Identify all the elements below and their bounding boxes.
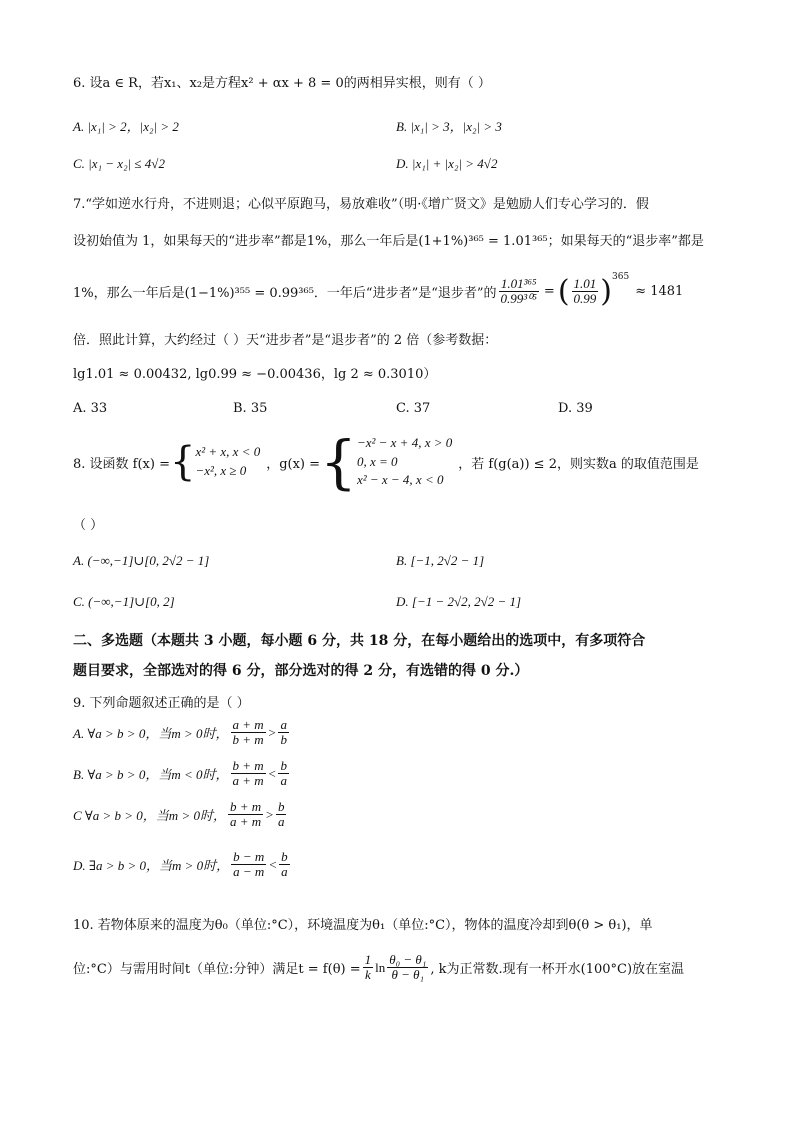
q9-b-fraction-left bbox=[231, 759, 266, 789]
q9-b-den-left: a + m bbox=[232, 773, 264, 789]
q7-line-3 bbox=[73, 274, 683, 309]
q9-d-operator: < bbox=[268, 856, 278, 872]
q7-ratio-denominator: 0.99³⁰⁵ bbox=[500, 291, 537, 306]
q9-a-num-right: a bbox=[280, 717, 287, 732]
q9-d-den-left: a − m bbox=[233, 864, 265, 880]
q6-option-b: B. |x₁| > 3，|x₂| > 3 bbox=[396, 119, 502, 134]
q10-reciprocal-num: 1 bbox=[364, 952, 372, 967]
q7-exponent: 365 bbox=[612, 272, 630, 282]
q7-ratio-fraction bbox=[499, 277, 539, 307]
q8-option-c: C. (−∞,−1]∪[0, 2] bbox=[73, 594, 175, 609]
q9-a-den-right: b bbox=[280, 732, 287, 748]
q10-ln: ln bbox=[375, 959, 386, 975]
q6-option-c: C. |x₁ − x₂| ≤ 4√2 bbox=[73, 156, 165, 171]
q9-a-prefix: A. ∀a > b > 0，当m > 0时， bbox=[73, 726, 229, 742]
q8-option-d: D. [−1 − 2√2, 2√2 − 1] bbox=[396, 594, 522, 609]
q9-option-a bbox=[73, 718, 291, 748]
q7-line-2: 设初始值为 1，如果每天的“进步率”都是1%，那么一年后是(1+1%)³⁶⁵ = 1.01³⁶⁵；如果每天的“退步率”都是 bbox=[73, 234, 704, 249]
q7-base-numerator: 1.01 bbox=[573, 275, 597, 291]
q8-g-brace: { bbox=[320, 428, 357, 496]
q8-mid: ，g(x) = bbox=[266, 456, 321, 472]
q8-option-a: A. (−∞,−1]∪[0, 2√2 − 1] bbox=[73, 553, 210, 568]
q9-option-b bbox=[73, 759, 291, 789]
q7-option-d: D. 39 bbox=[558, 401, 593, 416]
q9-a-den-left: b + m bbox=[232, 732, 264, 748]
q9-a-fraction-left bbox=[231, 718, 266, 748]
q9-stem: 9. 下列命题叙述正确的是（ ） bbox=[73, 696, 250, 711]
q9-c-prefix: C ∀a > b > 0，当m > 0时， bbox=[73, 808, 226, 824]
q9-d-num-right: b bbox=[281, 849, 288, 864]
q9-b-num-right: b bbox=[280, 758, 287, 773]
q7-option-b: B. 35 bbox=[233, 401, 268, 416]
q8-suffix: ，若 f(g(a)) ≤ 2，则实数a 的取值范围是 bbox=[458, 456, 699, 472]
q9-d-fraction-right bbox=[279, 850, 290, 880]
q7-base-fraction bbox=[572, 277, 599, 307]
q7-line-1: 7.“学如逆水行舟，不进则退；心似平原跑马，易放难收”（明·《增广贤文》是勉励人们专心学习的．假 bbox=[73, 197, 649, 212]
q10-reciprocal-den: k bbox=[364, 967, 371, 983]
q10-line-2-text: 位:°C）与需用时间t（单位:分钟）满足t = f(θ) = bbox=[73, 962, 361, 978]
q9-c-num-right: b bbox=[277, 799, 285, 814]
q9-d-den-right: a bbox=[281, 864, 288, 880]
q8-g-cases bbox=[357, 434, 452, 491]
q9-a-num-left: a + m bbox=[232, 717, 264, 732]
q7-line-4: 倍．照此计算，大约经过（ ）天“进步者”是“退步者”的 2 倍（参考数据： bbox=[73, 333, 498, 348]
q9-c-fraction-left bbox=[228, 800, 263, 830]
q9-b-den-right: a bbox=[280, 773, 287, 789]
q6-option-a: A. |x₁| > 2，|x₂| > 2 bbox=[73, 119, 179, 134]
q8-f-case-1: x² + x, x < 0 bbox=[195, 444, 261, 460]
q8-f-case-2: −x², x ≥ 0 bbox=[195, 463, 247, 478]
q7-ratio-numerator: 1.01³⁶⁵ bbox=[500, 275, 537, 291]
q9-option-d bbox=[73, 850, 292, 880]
q8-f-cases bbox=[195, 443, 260, 481]
q9-c-operator: > bbox=[265, 806, 274, 822]
q8-prefix: 8. 设函数 f(x) = bbox=[73, 456, 170, 472]
q9-d-fraction-left bbox=[231, 850, 266, 880]
q9-option-c bbox=[73, 800, 288, 830]
q10-temperature-den: θ − θ₁ bbox=[391, 967, 425, 983]
q9-d-prefix: D. ∃a > b > 0，当m > 0时， bbox=[73, 858, 230, 874]
q8-g-case-1: −x² − x + 4, x > 0 bbox=[356, 434, 453, 450]
q7-line-3-text: 1%，那么一年后是(1−1%)³⁵⁵ = 0.99³⁶⁵．一年后“进步者”是“退步者”的 bbox=[73, 286, 497, 301]
q7-reference-data: lg1.01 ≈ 0.00432, lg0.99 ≈ −0.00436，lg 2 ≈ 0.3010） bbox=[73, 367, 437, 382]
q10-reciprocal-fraction bbox=[363, 953, 374, 983]
q10-line-1: 10. 若物体原来的温度为θ₀（单位:°C），环境温度为θ₁（单位:°C），物体的温度冷却到θ(θ > θ₁)，单 bbox=[73, 918, 653, 933]
q10-temperature-fraction bbox=[387, 953, 428, 983]
q7-option-c: C. 37 bbox=[396, 401, 431, 416]
q9-a-operator: > bbox=[267, 724, 277, 740]
q9-c-fraction-right bbox=[276, 800, 287, 830]
q10-line-2-suffix: , k为正常数.现有一杯开水(100°C)放在室温 bbox=[430, 962, 685, 978]
q9-b-prefix: B. ∀a > b > 0，当m < 0时， bbox=[73, 767, 229, 783]
q9-c-den-right: a bbox=[277, 814, 285, 830]
section-2-heading-line-1: 二、多选题（本题共 3 小题，每小题 6 分，共 18 分，在每小题给出的选项中，有多项符合 bbox=[73, 633, 646, 649]
q9-d-num-left: b − m bbox=[233, 849, 265, 864]
q8-g-case-3: x² − x − 4, x < 0 bbox=[356, 472, 444, 488]
q7-option-a: A. 33 bbox=[73, 401, 108, 416]
q9-b-num-left: b + m bbox=[232, 758, 264, 773]
section-2-heading-line-2: 题目要求，全部选对的得 6 分，部分选对的得 2 分，有选错的得 0 分.） bbox=[73, 663, 529, 679]
q10-line-2 bbox=[73, 953, 684, 983]
q8-f-brace: { bbox=[169, 439, 196, 485]
q6-stem: 6. 设a ∈ R，若x₁、x₂是方程x² + αx + 8 = 0的两相异实根，则有（ ） bbox=[73, 76, 491, 91]
q9-b-operator: < bbox=[267, 765, 277, 781]
q9-a-fraction-right bbox=[278, 718, 289, 748]
q9-c-num-left: b + m bbox=[229, 799, 262, 814]
q8-g-case-2: 0, x = 0 bbox=[356, 453, 398, 469]
q10-temperature-num: θ₀ − θ₁ bbox=[389, 952, 427, 967]
q6-option-d: D. |x₁| + |x₂| > 4√2 bbox=[396, 156, 498, 171]
q8-answer-paren: （ ） bbox=[73, 518, 104, 533]
q9-c-den-left: a + m bbox=[229, 814, 262, 830]
q7-approx: ≈ 1481 bbox=[635, 284, 684, 299]
q9-b-fraction-right bbox=[278, 759, 289, 789]
q7-right-paren: ) bbox=[600, 274, 612, 309]
q7-base-denominator: 0.99 bbox=[573, 291, 597, 306]
q8-stem bbox=[73, 430, 699, 494]
q7-left-paren: ( bbox=[557, 274, 570, 309]
q7-equals: = bbox=[543, 284, 555, 299]
q8-option-b: B. [−1, 2√2 − 1] bbox=[396, 553, 485, 568]
